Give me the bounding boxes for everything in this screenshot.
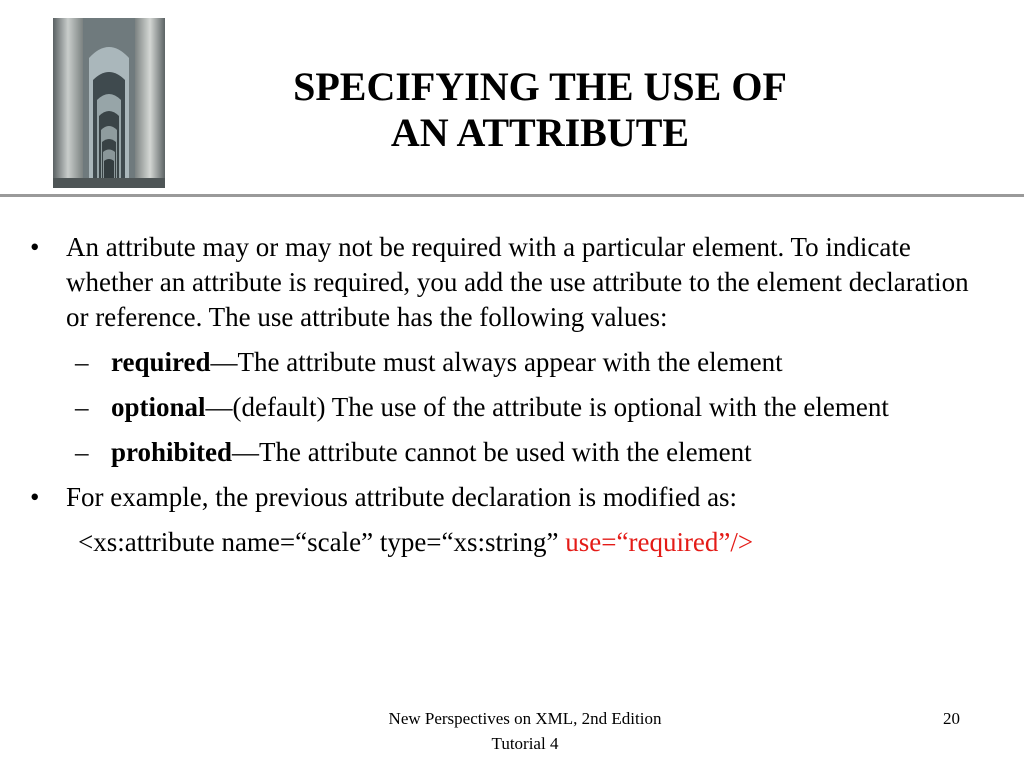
term-required: required	[111, 347, 211, 377]
dash-marker: –	[75, 347, 89, 377]
dash-marker: –	[75, 437, 89, 467]
bullet-marker: •	[30, 482, 40, 512]
bullet-item	[0, 230, 1024, 335]
footer	[330, 706, 720, 756]
term-description: —The attribute cannot be used with the element	[232, 437, 752, 467]
term-optional: optional	[111, 392, 206, 422]
sub-item-prohibited	[0, 435, 1024, 470]
code-plain: <xs:attribute name=“scale” type=“xs:string”	[78, 527, 566, 557]
title-divider	[0, 194, 1024, 197]
bullet-text: An attribute may or may not be required with a particular element. To indicate whether an attribute is required, you add the use attribute to the element declaration or reference. The use attribute has the following values:	[66, 232, 969, 332]
title-line-1: SPECIFYING THE USE OF	[293, 64, 787, 109]
dash-marker: –	[75, 392, 89, 422]
term-prohibited: prohibited	[111, 437, 233, 467]
footer-tutorial: Tutorial 4	[491, 734, 559, 753]
bullet-marker: •	[30, 232, 40, 262]
page-number: 20	[943, 709, 960, 728]
sub-item-required	[0, 345, 1024, 380]
sub-item-optional	[0, 390, 1024, 425]
bullet-text: For example, the previous attribute declaration is modified as:	[66, 482, 738, 512]
term-description: —The attribute must always appear with the element	[210, 347, 783, 377]
slide-title	[250, 64, 830, 156]
term-description: —(default) The use of the attribute is optional with the element	[205, 392, 889, 422]
bullet-item	[0, 480, 1024, 515]
title-line-2: AN ATTRIBUTE	[390, 110, 690, 155]
slide-body	[0, 230, 1024, 560]
code-example	[0, 525, 1024, 560]
footer-book-title: New Perspectives on XML, 2nd Edition	[388, 709, 662, 728]
code-highlight: use=“required”/>	[565, 527, 754, 557]
arched-colonnade-photo	[53, 18, 165, 188]
